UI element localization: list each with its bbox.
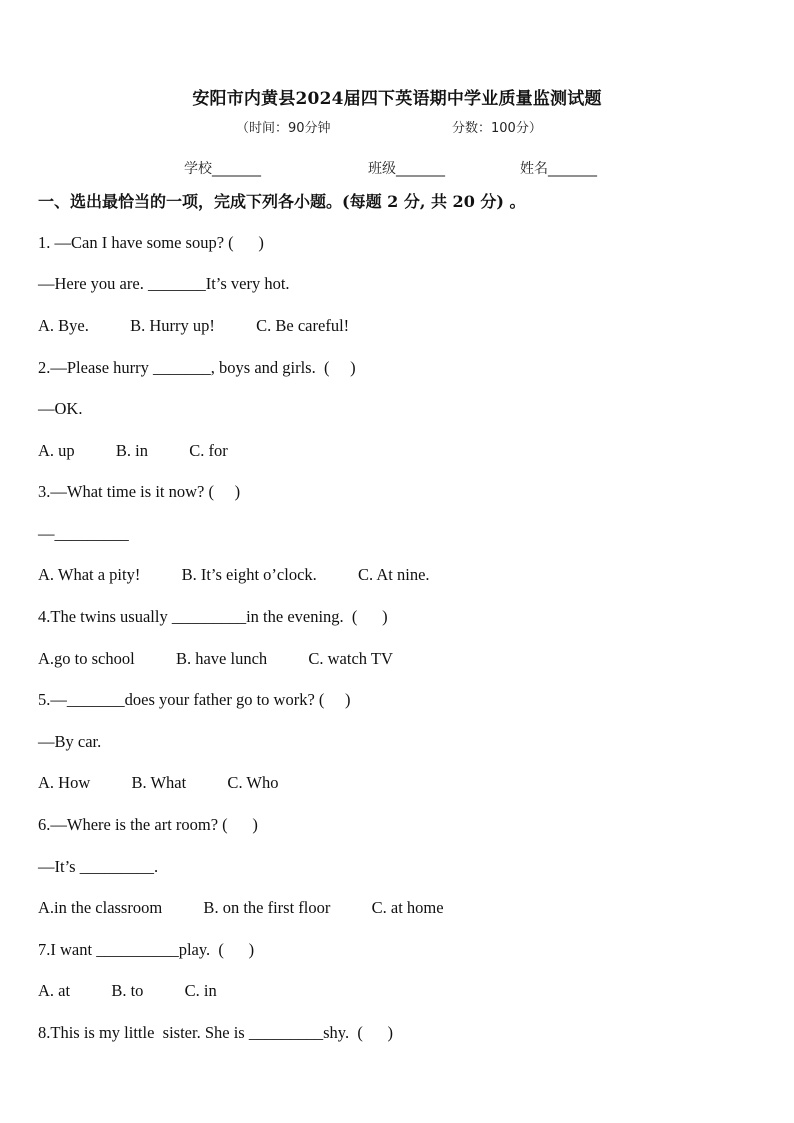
class-field: 班级_______	[368, 161, 445, 177]
question-5-options: A. How B. What C. Who	[38, 773, 279, 792]
question-3-options: A. What a pity! B. It’s eight o’clock. C. At nine.	[38, 565, 430, 584]
question-5-prompt: 5.—_______does your father go to work? ( )	[38, 690, 351, 709]
question-2-response: —OK.	[38, 399, 83, 418]
question-1-options: A. Bye. B. Hurry up! C. Be careful!	[38, 316, 350, 335]
question-5-response: —By car.	[38, 732, 102, 751]
question-7-prompt: 7.I want __________play. ( )	[38, 940, 255, 959]
exam-time: （时间：90分钟	[236, 121, 331, 136]
question-3-response: —_________	[38, 524, 129, 543]
question-8-prompt: 8.This is my little sister. She is _________shy. ( )	[38, 1023, 394, 1042]
question-4-options: A.go to school B. have lunch C. watch TV	[38, 649, 393, 668]
question-2-options: A. up B. in C. for	[38, 441, 228, 460]
question-3-prompt: 3.—What time is it now? ( )	[38, 482, 241, 501]
question-4-prompt: 4.The twins usually _________in the evening. ( )	[38, 607, 388, 626]
question-1-prompt: 1. —Can I have some soup? ( )	[38, 233, 264, 252]
section-heading: 一、选出最恰当的一项，完成下列各小题。(每题 2 分, 共 20 分) 。	[38, 192, 526, 211]
question-7-options: A. at B. to C. in	[38, 981, 217, 1000]
page-title: 安阳市内黄县2024届四下英语期中学业质量监测试题	[192, 89, 602, 109]
school-field: 学校_______	[184, 161, 261, 177]
question-2-prompt: 2.—Please hurry _______, boys and girls. ( )	[38, 358, 356, 377]
question-1-response: —Here you are. _______It’s very hot.	[38, 274, 290, 293]
exam-score: 分数：100分）	[452, 121, 542, 136]
question-6-response: —It’s _________.	[38, 857, 159, 876]
question-6-options: A.in the classroom B. on the first floor C. at home	[38, 898, 444, 917]
name-field: 姓名_______	[520, 161, 597, 177]
question-6-prompt: 6.—Where is the art room? ( )	[38, 815, 258, 834]
